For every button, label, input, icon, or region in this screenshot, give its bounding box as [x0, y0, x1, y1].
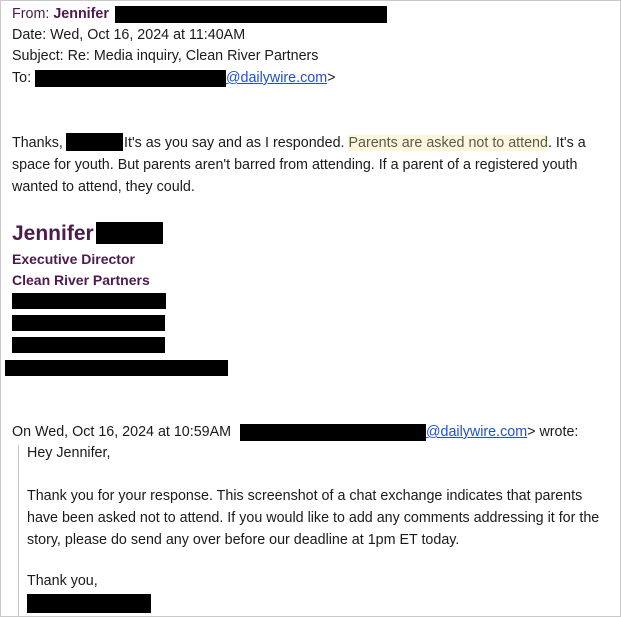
- redaction-from: [115, 6, 387, 23]
- redaction-to: [35, 70, 226, 87]
- quote-bar: [18, 445, 19, 617]
- quoted-attribution-suffix: > wrote:: [527, 424, 579, 440]
- from-line: [12, 6, 109, 22]
- quoted-attribution-tail: [426, 424, 578, 440]
- redaction-signature-line-1: [12, 293, 166, 309]
- subject-line: Subject: Re: Media inquiry, Clean River Partners: [12, 48, 319, 64]
- redaction-signature-line-3: [12, 337, 165, 353]
- to-domain-link[interactable]: @dailywire.com: [226, 70, 328, 86]
- reply-part2: . It's a space for youth. But parents aren't barred from attending. If a parent of a registered youth wanted to attend, they could.: [12, 135, 586, 195]
- quoted-closing: Thank you,: [27, 573, 98, 589]
- reply-part1: It's as you say and as I responded.: [124, 135, 349, 151]
- from-label: From:: [12, 6, 50, 22]
- quoted-body: Thank you for your response. This screenshot of a chat exchange indicates that parents have been asked not to attend. If you would like to add any comments addressing it for the story, please do send any over before our deadline at 1pm ET today.: [27, 488, 600, 548]
- date-line: Date: Wed, Oct 16, 2024 at 11:40AM: [12, 27, 246, 43]
- to-close: >: [327, 70, 336, 86]
- quoted-domain-link[interactable]: @dailywire.com: [426, 424, 528, 440]
- quoted-greeting: Hey Jennifer,: [27, 445, 111, 461]
- to-label: To:: [12, 70, 32, 86]
- from-name: Jennifer: [53, 6, 109, 22]
- redaction-signature-line-4: [5, 360, 228, 376]
- reply-body: [12, 132, 612, 198]
- redaction-signature-line-2: [12, 315, 165, 331]
- to-address: [226, 70, 335, 86]
- quoted-attribution-prefix: On Wed, Oct 16, 2024 at 10:59AM: [12, 424, 232, 440]
- redaction-quoted-signature: [27, 594, 151, 613]
- reply-highlight: Parents are asked not to attend: [348, 135, 548, 151]
- redaction-signature-name: [96, 222, 163, 244]
- signature-name: Jennifer: [12, 222, 94, 245]
- signature-title: Executive Director: [12, 251, 135, 267]
- reply-thanks: Thanks,: [12, 135, 63, 151]
- signature-org: Clean River Partners: [12, 272, 150, 288]
- redaction-quoted-sender: [240, 424, 426, 441]
